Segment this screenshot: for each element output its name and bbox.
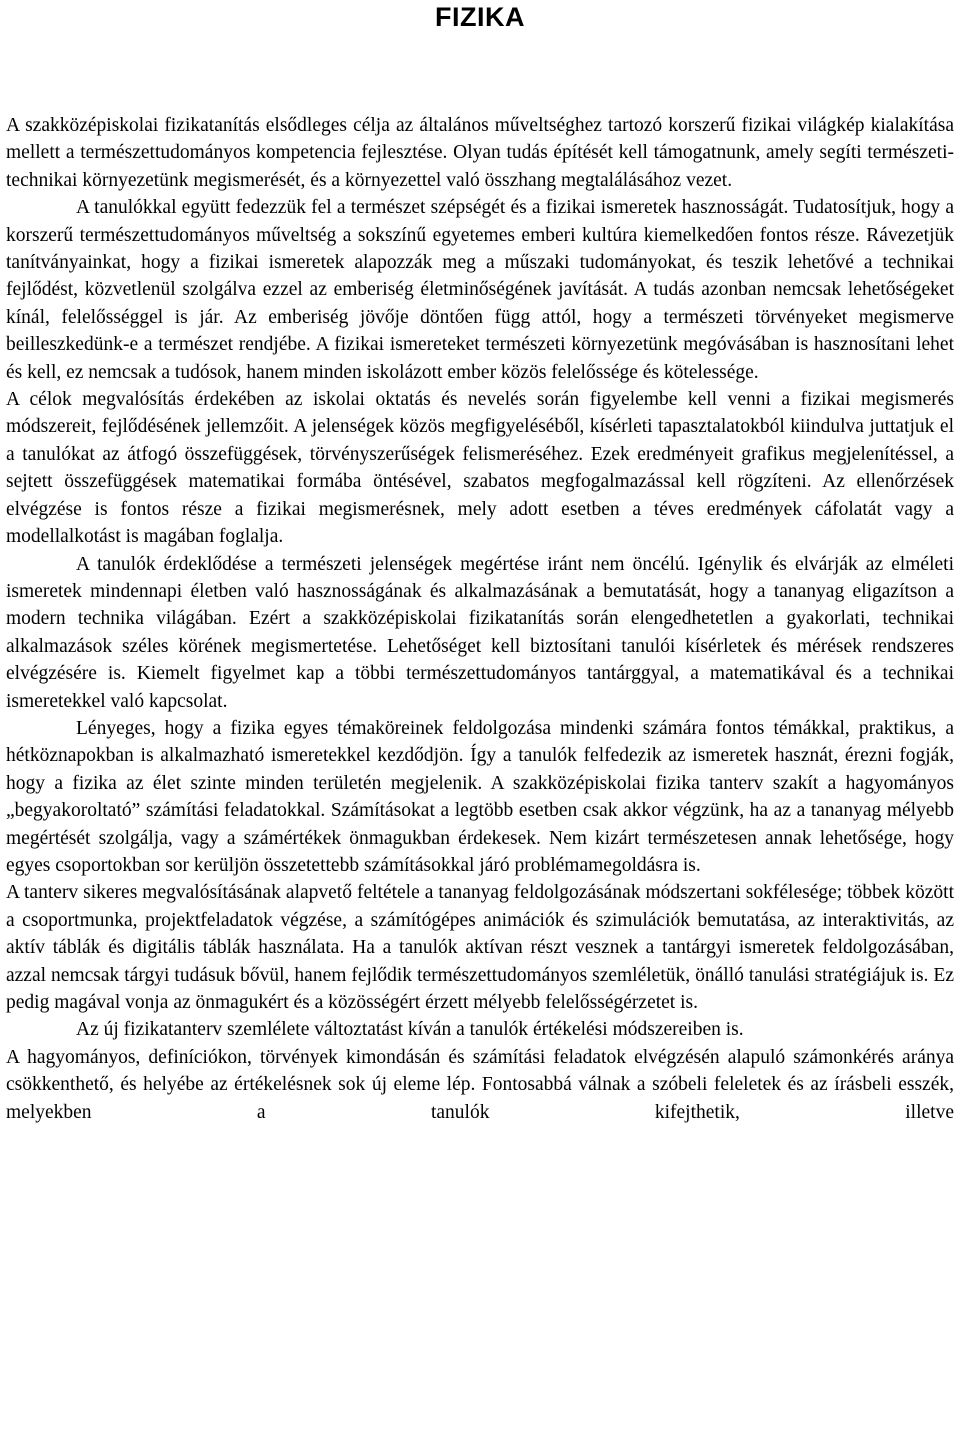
paragraph: A tanterv sikeres megvalósításának alapvető feltétele a tananyag feldolgozásának módszertani sokfélesége; többek között a csoportmunka, projektfeladatok végzése, a számítógépes animációk és szimulációk bemutatása, az interaktivitás, az aktív táblák és digitális táblák használata. Ha a tanulók aktívan részt vesznek a tantárgyi ismeretek feldolgozásában, azzal nemcsak tárgyi tudásuk bővül, hanem fejlődik természettudományos szemléletük, önálló tanulási stratégiájuk is. Ez pedig magával vonja az önmagukért és a közösségért érzett mélyebb felelősségérzetet is.: [6, 882, 954, 1013]
paragraph: A célok megvalósítás érdekében az iskolai oktatás és nevelés során figyelembe kell venni a fizikai megismerés módszereit, fejlődésének jellemzőit. A jelenségek közös megfigyeléséből, kísérleti tapasztalatokból kiindulva juttatjuk el a tanulókat az átfogó összefüggések, törvényszerűségek felismeréséhez. Ezek eredményeit grafikus megjelenítéssel, a sejtett összefüggések matematikai formába öntésével, szabatos megfogalmazással kell rögzíteni. Az ellenőrzések elvégzése is fontos része a fizikai megismerésnek, mely adott esetben a téves eredmények cáfolatát vagy a modellalkotást is magában foglalja.: [6, 389, 954, 548]
paragraph: A szakközépiskolai fizikatanítás elsődleges célja az általános műveltséghez tartozó korszerű fizikai világkép kialakítása mellett a természettudományos kompetencia fejlesztése. Olyan tudás építését kell támogatnunk, amely segíti természeti-technikai környezetünk megismerését, és a környezettel való összhang megtalálásához vezet.: [6, 115, 954, 191]
body-text: [6, 112, 954, 1126]
page-title: FIZIKA: [435, 2, 525, 32]
paragraph: A tanulók érdeklődése a természeti jelenségek megértése iránt nem öncélú. Igénylik és elvárják az elméleti ismeretek mindennapi életben való hasznosságának és alkalmazásának a bemutatását, hogy a tananyag eligazítson a modern technika világában. Ezért a szakközépiskolai fizikatanítás során elengedhetetlen a gyakorlati, technikai alkalmazások széles körének megismertetése. Lehetőséget kell biztosítani tanulói kísérletek és mérések rendszeres elvégzésére is. Kiemelt figyelmet kap a többi természettudományos tantárggyal, a matematikával és a technikai ismeretekkel való kapcsolat.: [6, 553, 954, 712]
paragraph: Lényeges, hogy a fizika egyes témaköreinek feldolgozása mindenki számára fontos témákkal, praktikus, a hétköznapokban is alkalmazható ismeretekkel kezdődjön. Így a tanulók felfedezik az ismeretek hasznát, érezni fogják, hogy a fizika az élet szinte minden területén megjelenik. A szakközépiskolai fizika tanterv szakít a hagyományos „begyakoroltató” számítási feladatokkal. Számításokat a legtöbb esetben csak akkor végzünk, ha az a tananyag mélyebb megértését szolgálja, vagy a számértékek önmagukban érdekesek. Nem kizárt természetesen annak lehetősége, hogy egyes csoportokban sor kerüljön összetettebb számításokkal járó problémamegoldásra is.: [6, 717, 954, 876]
paragraph: A tanulókkal együtt fedezzük fel a természet szépségét és a fizikai ismeretek hasznosságát. Tudatosítjuk, hogy a korszerű természettudományos műveltség a sokszínű egyetemes emberi kultúra kiemelkedően fontos része. Rávezetjük tanítványainkat, hogy a fizikai ismeretek alapozzák meg a műszaki tudományokat, és teszik lehetővé a technikai fejlődést, közvetlenül szolgálva ezzel az emberiség életminőségének javítását. A tudás azonban nemcsak lehetőségeket kínál, felelősséggel is jár. Az emberiség jövője döntően függ attól, hogy a természeti törvényeket megismerve beilleszkedünk-e a természet rendjébe. A fizikai ismereteket természeti környezetünk megóvásában is hasznosítani lehet és kell, ez nemcsak a tudósok, hanem minden iskolázott ember közös felelőssége és kötelessége.: [6, 197, 954, 383]
paragraph: A hagyományos, definíciókon, törvények kimondásán és számítási feladatok elvégzésén alapuló számonkérés aránya csökkenthető, és helyébe az értékelésnek sok új eleme lép. Fontosabbá válnak a szóbeli feleletek és az írásbeli esszék, melyekben a tanulók kifejthetik, illetve: [6, 1046, 954, 1123]
paragraph: Az új fizikatanterv szemlélete változtatást kíván a tanulók értékelési módszereiben is.: [76, 1019, 744, 1041]
